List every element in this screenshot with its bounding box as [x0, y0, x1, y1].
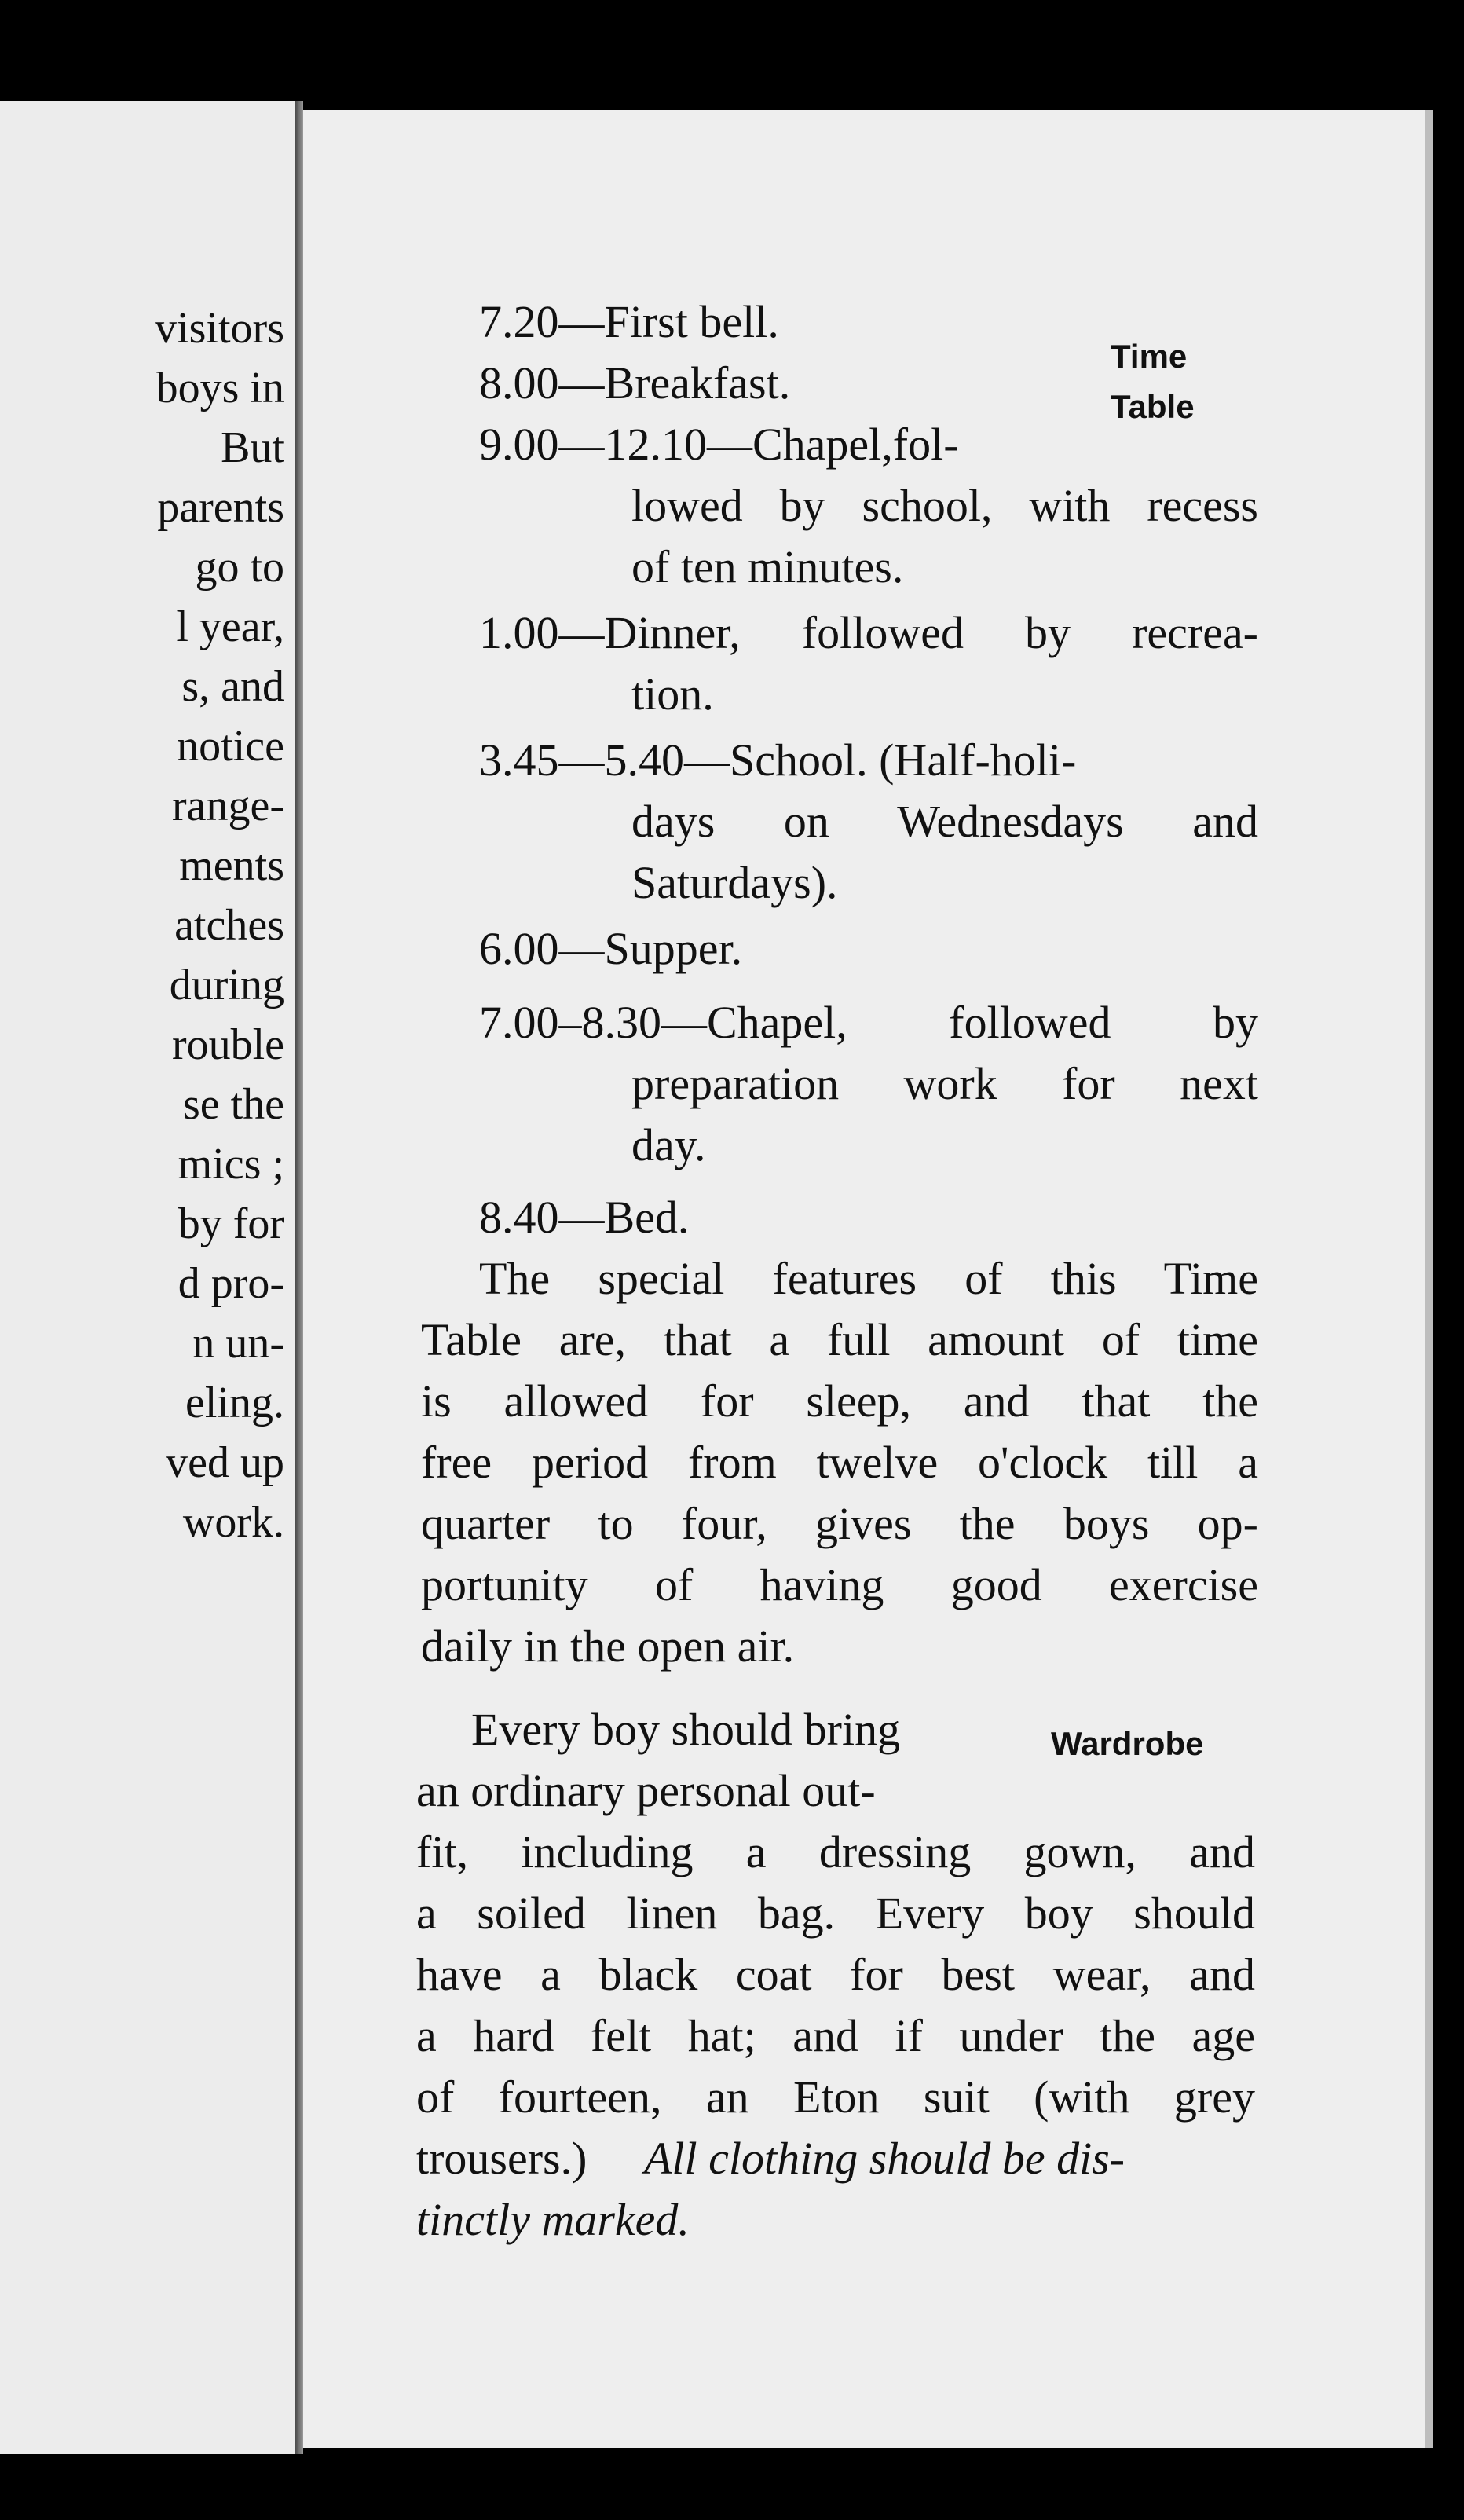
timetable-entry: 7.20—First bell. [479, 296, 779, 347]
left-page-line: n un- [192, 1319, 284, 1368]
timetable-entry-continuation: days on Wednesdays and [631, 796, 1258, 847]
features-paragraph-line: daily in the open air. [421, 1621, 795, 1672]
timetable-entry-continuation: of ten minutes. [631, 541, 904, 592]
page-edge [1425, 110, 1433, 2448]
timetable-entry: 7.00–8.30—Chapel, followed by [479, 997, 1258, 1048]
wardrobe-paragraph-line: a hard felt hat; and if under the age [416, 2010, 1255, 2061]
timetable-entry: 6.00—Supper. [479, 923, 743, 974]
margin-note-time: Time [1111, 338, 1188, 375]
left-page-line: work. [182, 1498, 284, 1547]
left-page-line: l year, [176, 603, 284, 651]
left-page-line: s, and [181, 662, 284, 711]
wardrobe-marking-note: All clothing should be dis- [643, 2133, 1125, 2184]
timetable-entry: 9.00—12.10—Chapel,fol- [479, 419, 959, 470]
right-page [303, 110, 1425, 2448]
left-page-line: But [221, 423, 284, 472]
timetable-entry: 8.40—Bed. [479, 1192, 690, 1243]
left-page-line: parents [157, 483, 284, 532]
timetable-entry-continuation: Saturdays). [631, 857, 838, 908]
wardrobe-paragraph-line [416, 2134, 1125, 2184]
wardrobe-paragraph-line: Every boy should bring [471, 1704, 901, 1755]
timetable-entry-continuation: preparation work for next [631, 1058, 1258, 1109]
left-page-line: go to [195, 543, 284, 592]
timetable-entry: 8.00—Breakfast. [479, 357, 791, 408]
features-paragraph-line: quarter to four, gives the boys op- [421, 1498, 1258, 1549]
left-page-line: range- [171, 782, 284, 830]
left-page-line: eling. [185, 1379, 284, 1427]
left-page-line: notice [177, 722, 284, 771]
left-page-line: by for [178, 1200, 284, 1248]
features-paragraph-line: free period from twelve o'clock till a [421, 1437, 1258, 1488]
left-page-line: rouble [171, 1020, 284, 1069]
timetable-entry-continuation: day. [631, 1119, 706, 1170]
features-paragraph-line: is allowed for sleep, and that the [421, 1375, 1258, 1427]
timetable-entry-continuation: lowed by school, with recess [631, 480, 1258, 531]
margin-note-table: Table [1111, 388, 1195, 425]
left-page-line: ments [179, 841, 284, 890]
features-paragraph-line: Table are, that a full amount of time [421, 1314, 1258, 1365]
wardrobe-paragraph-line: of fourteen, an Eton suit (with grey [416, 2071, 1255, 2123]
wardrobe-trousers-text: trousers.) [416, 2133, 587, 2184]
margin-note-wardrobe: Wardrobe [1051, 1725, 1204, 1762]
left-page-line: atches [174, 901, 284, 950]
wardrobe-paragraph-line: a soiled linen bag. Every boy should [416, 1888, 1255, 1939]
wardrobe-paragraph-line: have a black coat for best wear, and [416, 1949, 1255, 2000]
left-page-line: during [169, 961, 284, 1009]
wardrobe-paragraph-line: an ordinary personal out- [416, 1765, 876, 1816]
timetable-entry: 1.00—Dinner, followed by recrea- [479, 607, 1258, 658]
left-facing-page [0, 101, 300, 2454]
left-page-line: boys in [156, 364, 284, 412]
left-page-line: mics ; [178, 1140, 284, 1189]
timetable-entry: 3.45—5.40—School. (Half-holi- [479, 734, 1077, 786]
timetable-entry-continuation: tion. [631, 668, 714, 720]
left-page-line: se the [182, 1080, 284, 1129]
features-paragraph-line: portunity of having good exercise [421, 1559, 1258, 1610]
wardrobe-marking-note-end: tinctly marked. [416, 2194, 690, 2245]
left-page-line: ved up [166, 1438, 284, 1487]
book-gutter [295, 101, 303, 2454]
wardrobe-paragraph-line: fit, including a dressing gown, and [416, 1826, 1255, 1877]
left-page-line: visitors [155, 304, 284, 353]
features-paragraph-line: The special features of this Time [479, 1253, 1258, 1304]
left-page-line: d pro- [178, 1259, 284, 1308]
